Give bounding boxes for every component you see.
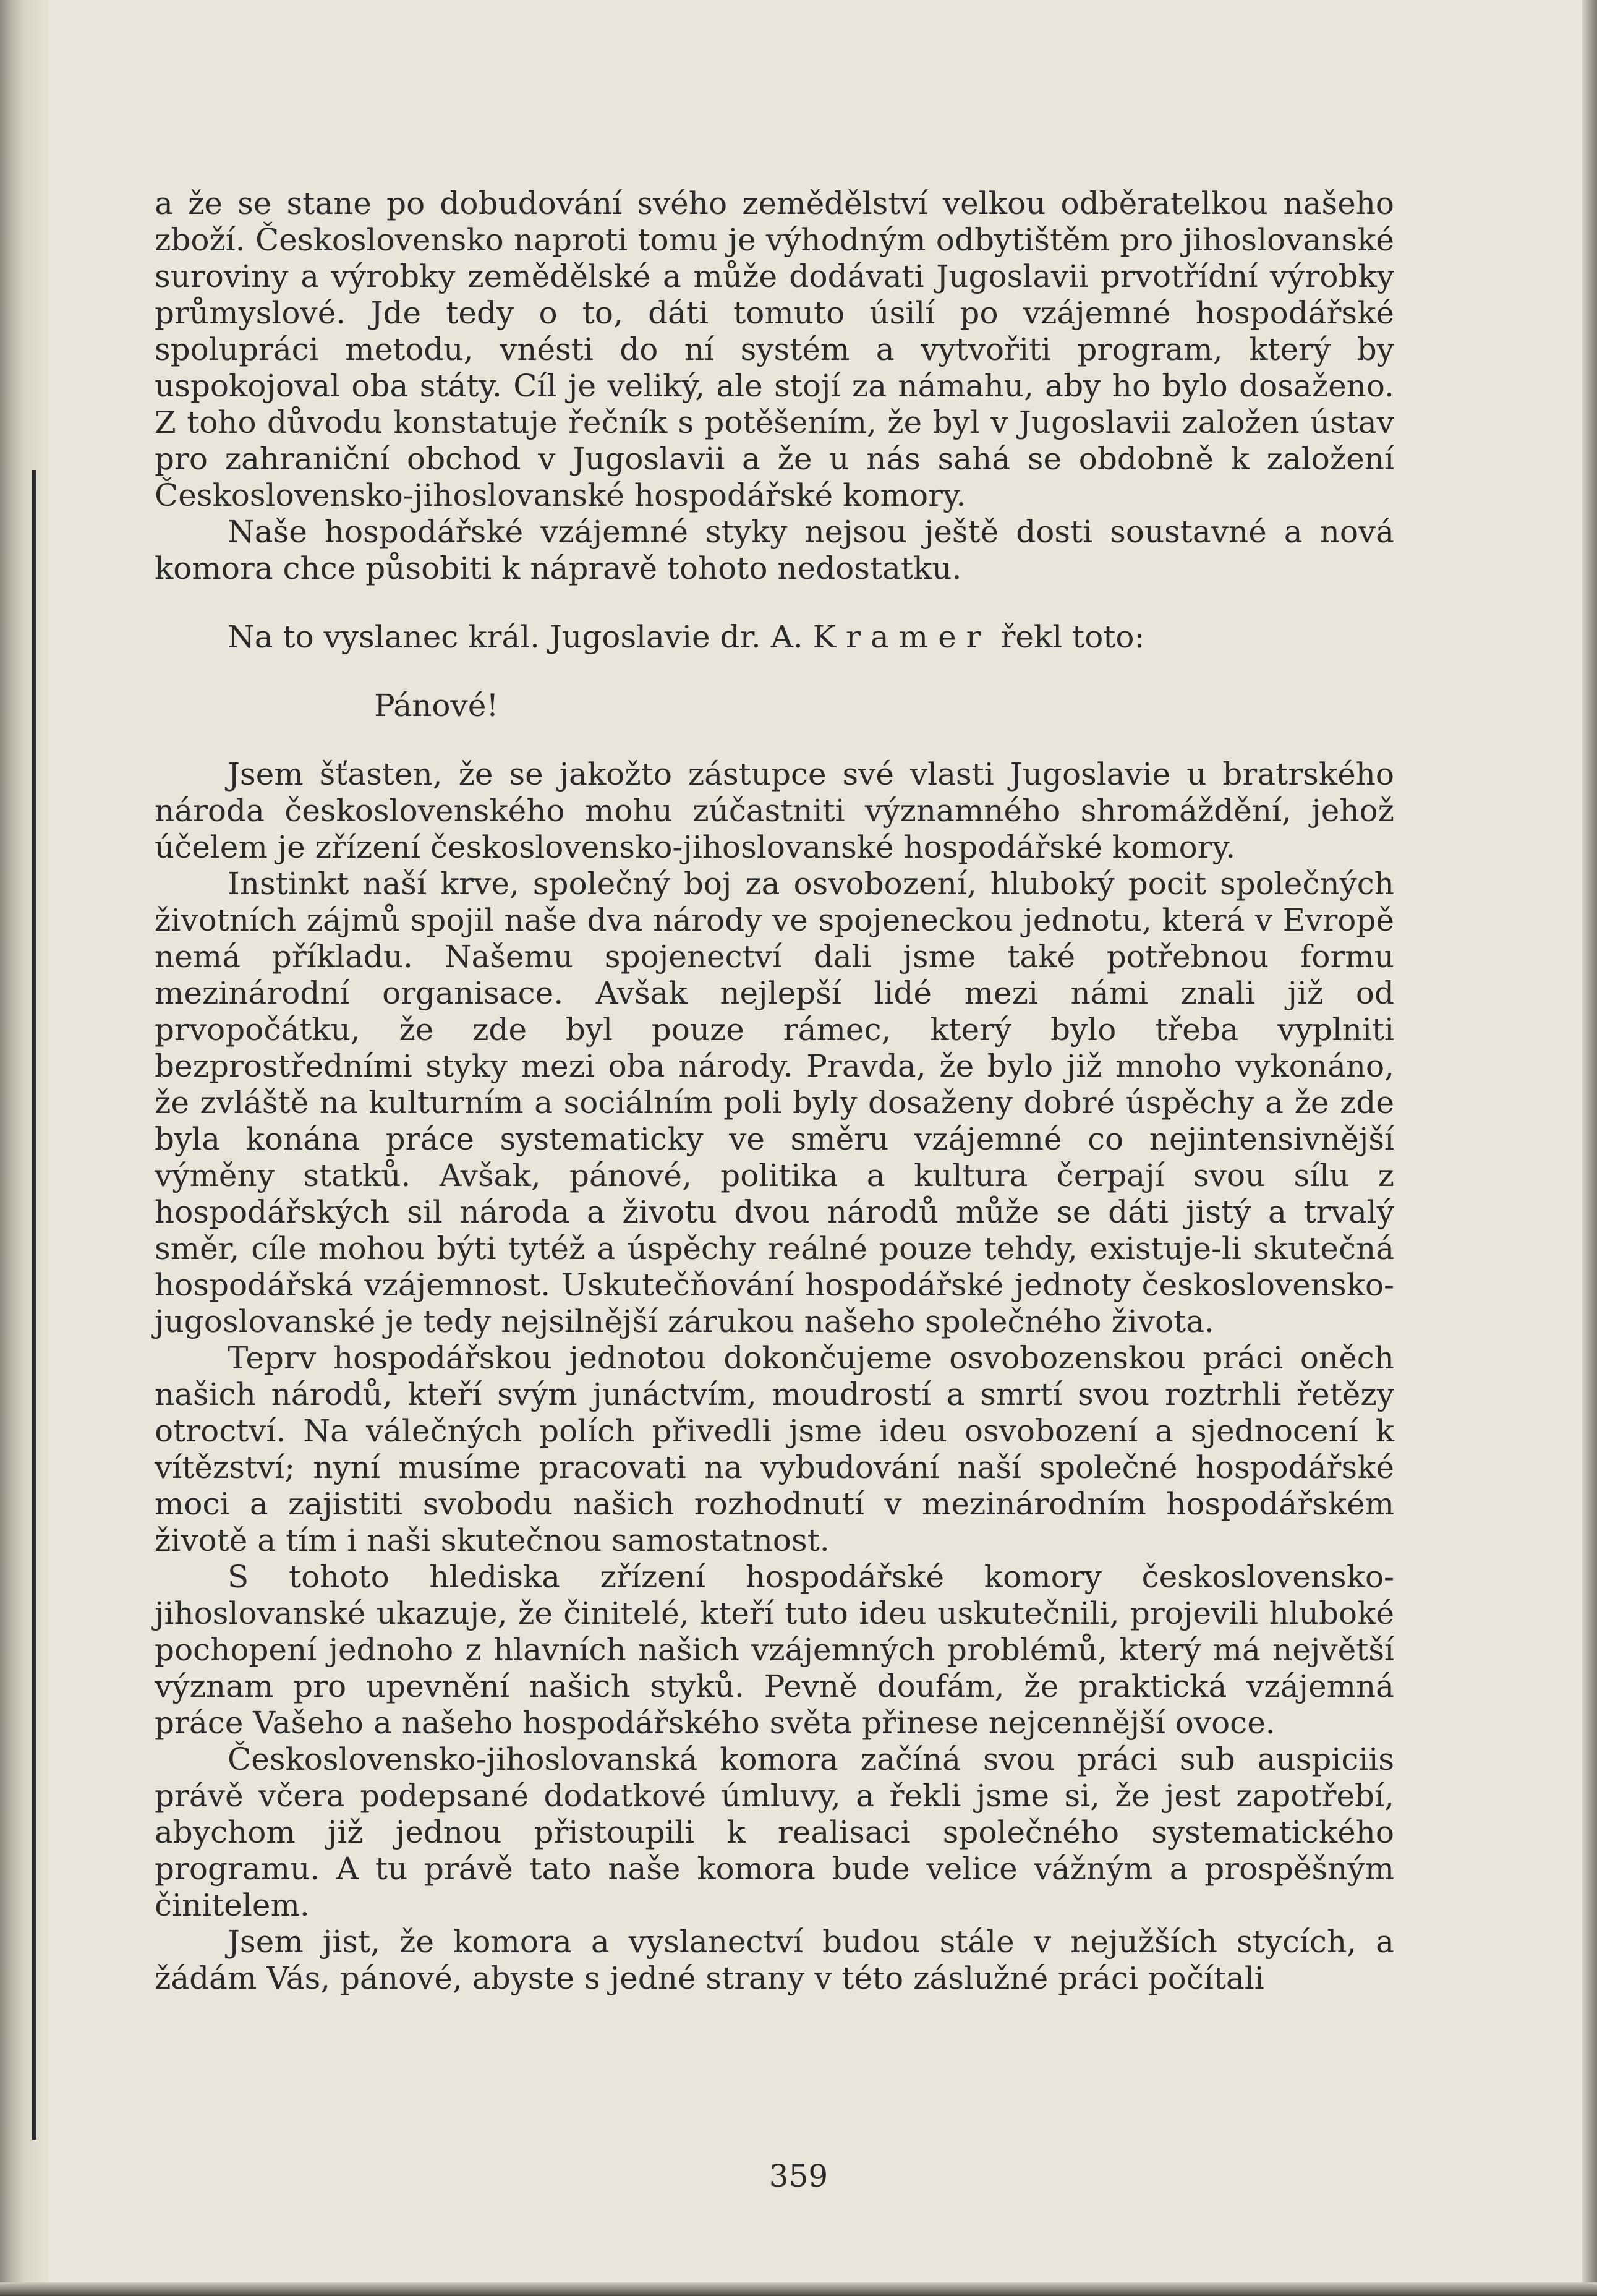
salutation: Pánové! [374, 688, 499, 723]
page-body [155, 186, 1394, 1997]
book-spine-shadow [0, 0, 48, 2296]
speech-introduction [155, 619, 1394, 655]
page-right-edge [1582, 0, 1597, 2296]
binding-edge [32, 470, 36, 2140]
speech-paragraph-3: Teprv hospodářskou jednotou dokončujeme osvobozenskou práci oněch našich národů, kteří svým junáctvím, moudrostí a smrtí svou roztrhli řetězy otroctví. Na válečných polích přivedli jsme ideu osvobození a sjednocení k vítězství; nyní musíme pracovati na vybudování naší společné hospodářské moci a zajistiti svobodu našich rozhodnutí v mezinárodním hospodářském životě a tím i naši skutečnou samostatnost. [155, 1340, 1394, 1558]
page-number: 359 [769, 2158, 828, 2194]
page-bottom-edge [0, 2282, 1597, 2296]
speech-paragraph-2: Instinkt naší krve, společný boj za osvobození, hluboký pocit společných životních zájmů spojil naše dva národy ve spojeneckou jednotu, která v Evropě nemá příkladu. Našemu spojenectví dali jsme také potřebnou formu mezinárodní organisace. Avšak nejlepší lidé mezi námi znali již od prvopočátku, že zde byl pouze rámec, který bylo třeba vyplniti bezprostředními styky mezi oba národy. Pravda, že bylo již mnoho vykonáno, že zvláště na kulturním a sociálním poli byly dosaženy dobré úspěchy a že zde byla konána práce systematicky ve směru vzájemné co nejintensivnější výměny statků. Avšak, pánové, politika a kultura čerpají svou sílu z hospodářských sil národa a životu dvou národů může se dáti jistý a trvalý směr, cíle mohou býti tytéž a úspěchy reálné pouze tehdy, existuje-li skutečná hospodářská vzájemnost. Uskutečňování hospodářské jednoty československo-jugoslovanské je tedy nejsilnější zárukou našeho společného života. [155, 866, 1394, 1339]
speech-intro-after: řekl toto: [990, 619, 1145, 655]
speech-intro-before: Na to vyslanec král. Jugoslavie dr. A. [228, 619, 813, 655]
paragraph-1: a že se stane po dobudování svého zemědělství velkou odběratelkou našeho zboží. Československo naproti tomu je výhodným odbytištěm pro jihoslovanské suroviny a výrobky zemědělské a může dodávati Jugoslavii prvotřídní výrobky průmyslové. Jde tedy o to, dáti tomuto úsilí po vzájemné hospodářské spolupráci metodu, vnésti do ní systém a vytvořiti program, který by uspokojoval oba státy. Cíl je veliký, ale stojí za námahu, aby ho bylo dosaženo. Z toho důvodu konstatuje řečník s potěšením, že byl v Jugoslavii založen ústav pro zahraniční obchod v Jugoslavii a že u nás sahá se obdobně k založení Československo-jihoslovanské hospodářské komory. [155, 186, 1394, 513]
speech-paragraph-6: Jsem jist, že komora a vyslanectví budou stále v nejužších stycích, a žádám Vás, pánové, abyste s jedné strany v této záslužné práci počítali [155, 1924, 1394, 1996]
speech-paragraph-1: Jsem šťasten, že se jakožto zástupce své vlasti Jugoslavie u bratrského národa československého mohu zúčastniti významného shromáždění, jehož účelem je zřízení československo-jihoslovanské hospodářské komory. [155, 756, 1394, 865]
speaker-name: Kramer [812, 619, 991, 655]
paragraph-2: Naše hospodářské vzájemné styky nejsou ještě dosti soustavné a nová komora chce působiti k nápravě tohoto nedostatku. [155, 514, 1394, 586]
speech-paragraph-4: S tohoto hlediska zřízení hospodářské komory československo-jihoslovanské ukazuje, že činitelé, kteří tuto ideu uskutečnili, projevili hluboké pochopení jednoho z hlavních našich vzájemných problémů, který má největší význam pro upevnění našich styků. Pevně doufám, že praktická vzájemná práce Vašeho a našeho hospodářského světa přinese nejcennější ovoce. [155, 1559, 1394, 1741]
speech-paragraph-5: Československo-jihoslovanská komora začíná svou práci sub auspiciis právě včera podepsané dodatkové úmluvy, a řekli jsme si, že jest zapotřebí, abychom již jednou přistoupili k realisaci společného systematického programu. A tu právě tato naše komora bude velice vážným a prospěšným činitelem. [155, 1741, 1394, 1923]
